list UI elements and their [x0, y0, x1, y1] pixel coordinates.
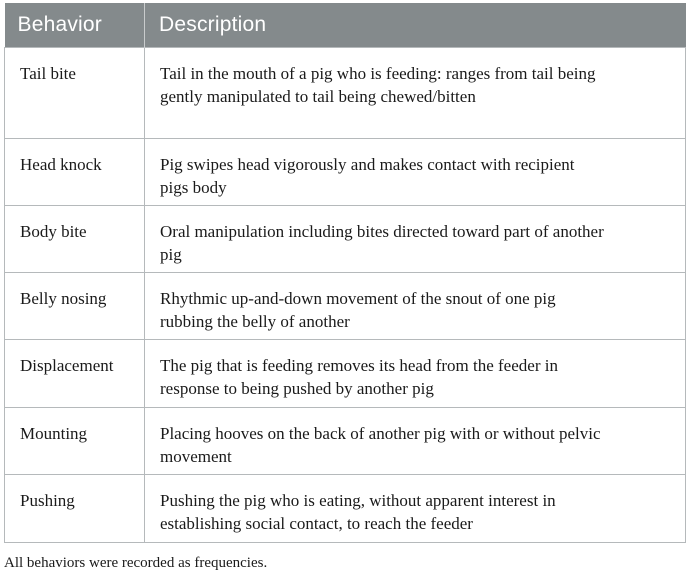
description-cell: Pushing the pig who is eating, without apparent interest in establishing social contact, to reach the feeder — [145, 474, 686, 542]
table-row — [5, 47, 686, 138]
behavior-cell: Pushing — [5, 474, 145, 542]
behavior-cell: Head knock — [5, 138, 145, 205]
table-row — [5, 474, 686, 542]
behavior-cell: Belly nosing — [5, 272, 145, 339]
behavior-table-container — [4, 3, 685, 543]
description-cell: The pig that is feeding removes its head from the feeder in response to being pushed by another pig — [145, 339, 686, 407]
description-cell: Oral manipulation including bites directed toward part of another pig — [145, 205, 686, 272]
table-row — [5, 272, 686, 339]
table-row — [5, 339, 686, 407]
table-header-row — [5, 3, 686, 47]
table-row — [5, 205, 686, 272]
behavior-table — [4, 3, 686, 543]
table-row — [5, 407, 686, 474]
behavior-cell: Mounting — [5, 407, 145, 474]
table-row — [5, 138, 686, 205]
behavior-cell: Tail bite — [5, 47, 145, 138]
table-footnote: All behaviors were recorded as frequencies. — [4, 555, 268, 571]
description-cell: Rhythmic up-and-down movement of the snout of one pig rubbing the belly of another — [145, 272, 686, 339]
description-cell: Pig swipes head vigorously and makes contact with recipient pigs body — [145, 138, 686, 205]
description-cell: Placing hooves on the back of another pig with or without pelvic movement — [145, 407, 686, 474]
behavior-cell: Body bite — [5, 205, 145, 272]
behavior-cell: Displacement — [5, 339, 145, 407]
header-description: Description — [159, 12, 267, 36]
header-behavior: Behavior — [5, 3, 145, 47]
description-cell: Tail in the mouth of a pig who is feeding: ranges from tail being gently manipulated to tail being chewed/bitten — [145, 47, 686, 138]
